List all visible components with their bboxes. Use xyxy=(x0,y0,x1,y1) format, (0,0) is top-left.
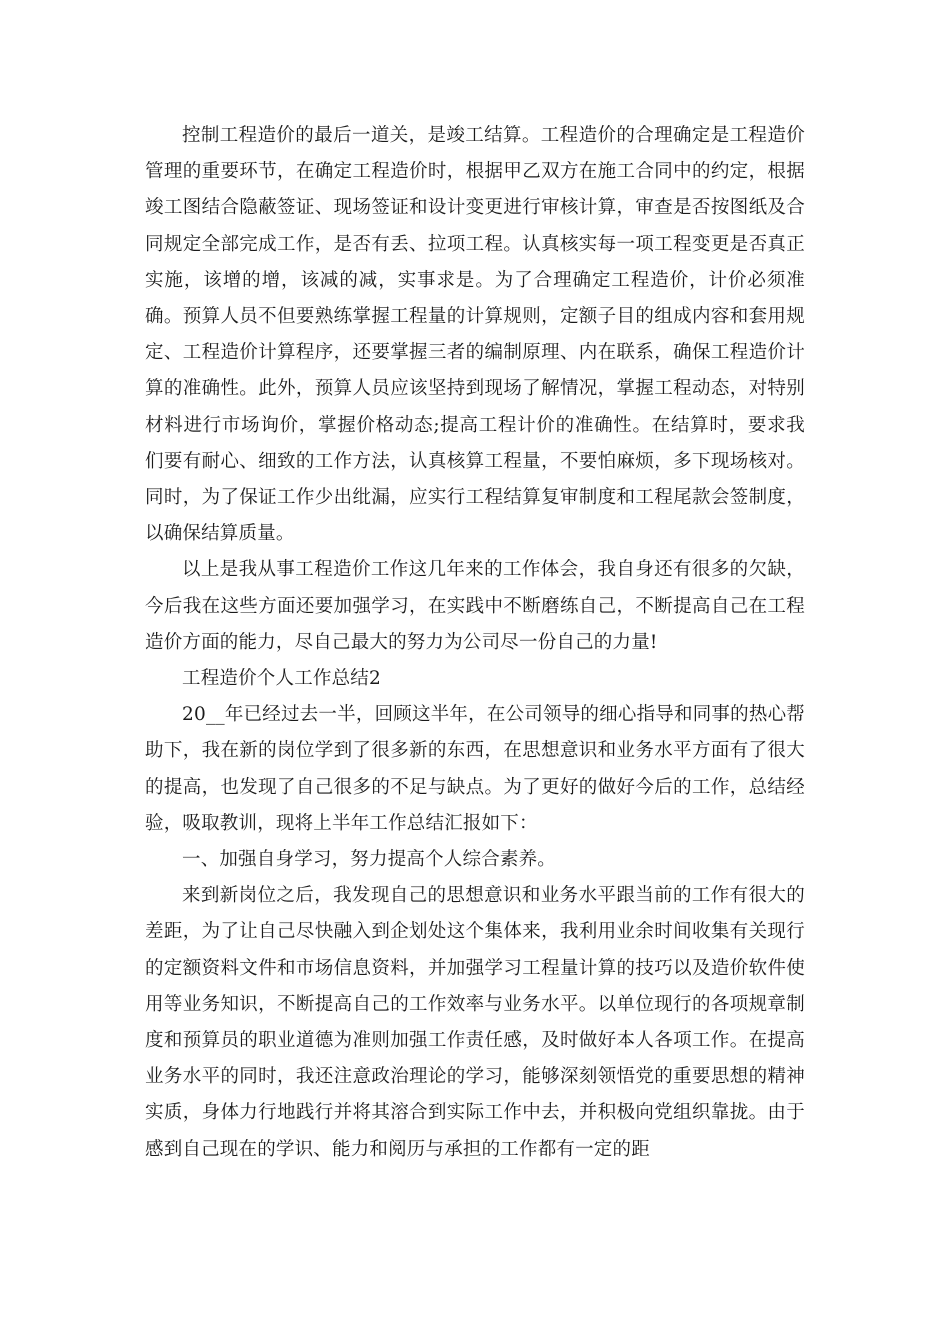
section-heading-1: 一、加强自身学习，努力提高个人综合素养。 xyxy=(182,849,557,871)
paragraph-reflection: 以上是我从事工程造价工作这几年来的工作体会，我自身还有很多的欠缺，今后我在这些方面还要加强学习，在实践中不断磨练自己，不断提高自己在工程造价方面的能力，尽自己最大的努力为公司尽一份自己的力量! xyxy=(145,559,805,653)
paragraph-settlement: 控制工程造价的最后一道关，是竣工结算。工程造价的合理确定是工程造价管理的重要环节，在确定工程造价时，根据甲乙双方在施工合同中的约定，根据竣工图结合隐蔽签证、现场签证和设计变更进行审核计算，审查是否按图纸及合同规定全部完成工作，是否有丢、拉项工程。认真核实每一项工程变更是否真正实施，该增的增，该减的减，实事求是。为了合理确定工程造价，计价必须准确。预算人员不但要熟练掌握工程量的计算规则，定额子目的组成内容和套用规定、工程造价计算程序，还要掌握三者的编制原理、内在联系，确保工程造价计算的准确性。此外，预算人员应该坚持到现场了解情况，掌握工程动态，对特别材料进行市场询价，掌握价格动态;提高工程计价的准确性。在结算时，要求我们要有耐心、细致的工作方法，认真核算工程量，不要怕麻烦，多下现场核对。同时，为了保证工作少出纰漏，应实行工程结算复审制度和工程尾款会签制度，以确保结算质量。 xyxy=(145,125,805,545)
paragraph-study: 来到新岗位之后，我发现自己的思想意识和业务水平跟当前的工作有很大的差距，为了让自己尽快融入到企划处这个集体来，我利用业余时间收集有关现行的定额资料文件和市场信息资料，并加强学习工程量计算的技巧以及造价软件使用等业务知识，不断提高自己的工作效率与业务水平。以单位现行的各项规章制度和预算员的职业道德为准则加强工作责任感，及时做好本人各项工作。在提高业务水平的同时，我还注意政治理论的学习，能够深刻领悟党的重要思想的精神实质，身体力行地践行并将其溶合到实际工作中去，并积极向党组织靠拢。由于感到自己现在的学识、能力和阅历与承担的工作都有一定的距 xyxy=(145,885,805,1160)
document-body xyxy=(145,118,805,1168)
section-title: 工程造价个人工作总结2 xyxy=(182,668,381,690)
paragraph-intro: 20__年已经过去一半，回顾这半年，在公司领导的细心指导和同事的热心帮助下，我在新的岗位学到了很多新的东西，在思想意识和业务水平方面有了很大的提高，也发现了自己很多的不足与缺点。为了更好的做好今后的工作，总结经验，吸取教训，现将上半年工作总结汇报如下： xyxy=(145,704,805,834)
